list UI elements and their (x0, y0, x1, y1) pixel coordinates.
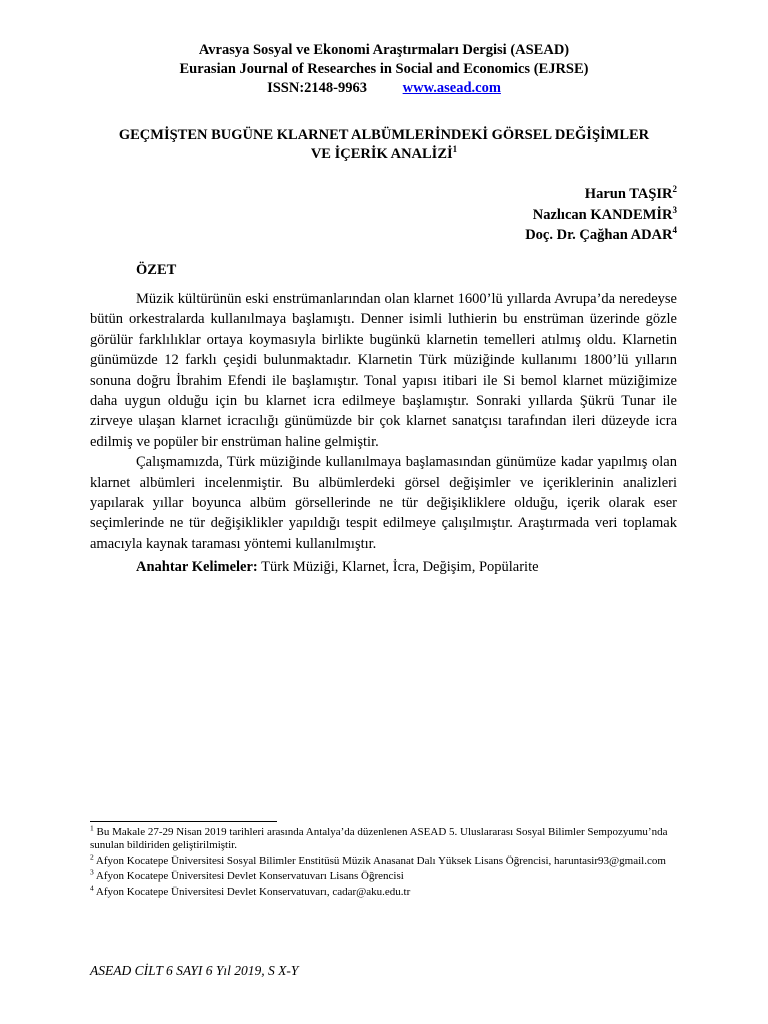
keywords-value: Türk Müziği, Klarnet, İcra, Değişim, Popülarite (257, 559, 539, 575)
keywords-label: Anahtar Kelimeler: (136, 559, 258, 575)
title-footnote-mark[interactable]: 1 (452, 144, 458, 155)
footnote: $^4$ Afyon Kocatepe Üniversitesi Devlet Konservatuvarı, cadar@aku.edu.tr (90, 882, 411, 898)
footnote: $^2$ Afyon Kocatepe Üniversitesi Sosyal Bilimler Enstitüsü Müzik Anasanat Dalı Yüksek Lisans Öğrencisi, haruntasir93@gmail.com (90, 852, 666, 867)
keywords (136, 559, 539, 576)
title-line-2: VE İÇERİK ANALİZİ$^1$ (310, 144, 458, 162)
abstract-paragraph: Çalışmamızda, Türk müziğinde kullanılmaya başlamasından günümüze kadar yapılmış olan klarnet albümleri incelenmiştir. Bu albümlerdeki görsel değişimler ve içeriklerinin analizleri yapılarak yıllar boyunca albüm görsellerinde ne tür değişikliklere olduğu, içerik olarak eser seçimlerinde ne tür değişiklikler yapıldığı tespit edilmeye çalışılmıştır. Araştırmada veri toplamak amacıyla kaynak taraması yöntemi kullanılmıştır. (90, 454, 677, 552)
author-footnote-mark[interactable]: 2 (672, 184, 677, 195)
page-footer-citation: ASEAD CİLT 6 SAYI 6 Yıl 2019, S X-Y (90, 963, 299, 978)
author-footnote-mark[interactable]: 3 (672, 204, 677, 215)
author-list (525, 184, 677, 246)
issn-line (0, 79, 768, 98)
title-line-1: GEÇMİŞTEN BUGÜNE KLARNET ALBÜMLERİNDEKİ GÖRSEL DEĞİŞİMLER (118, 127, 650, 143)
footnote: $^3$ Afyon Kocatepe Üniversitesi Devlet Konservatuvarı Lisans Öğrencisi (90, 867, 404, 883)
author: Harun TAŞIR$^2$ (584, 184, 677, 202)
article-title (60, 126, 708, 164)
abstract-body (90, 289, 677, 554)
journal-url-link[interactable]: www.asead.com (402, 80, 501, 96)
author: Doç. Dr. Çağhan ADAR$^4$ (525, 225, 677, 243)
footnotes (90, 823, 690, 901)
abstract-paragraph: Müzik kültürünün eski enstrümanlarından olan klarnet 1600’lü yıllarda Avrupa’da neredeyse bütün orkestralarda kullanılmaya başlamıştı. Denner isimli luthierin bu enstrüman üzerinde gözle görülür farklılıklar ortaya koymasıyla birlikte bugünkü klarnetin temelleri atılmış oldu. Klarnetin günümüzde 12 farklı çeşidi bulunmaktadır. Klarnetin Türk müziğinde kullanımı 1800’lü yılların sonuna doğru İbrahim Efendi ile başlamıştır. Tonal yapısı itibari ile Si bemol klarnet müziğimize daha uygun olduğu için bu klarnet icra edilmeye başlamıştır. Sonraki yıllarda Şükrü Tunar ile zirveye ulaşan klarnet icracılığı günümüzde bir çok klarnet sanatçısı tarafından ileri düzeyde icra edilmiş ve popüler bir enstrüman haline gelmiştir. (90, 291, 677, 450)
author-footnote-mark[interactable]: 4 (672, 225, 677, 236)
journal-name-en: Eurasian Journal of Researches in Social and Economics (EJRSE) (179, 61, 589, 77)
journal-name-tr: Avrasya Sosyal ve Ekonomi Araştırmaları Dergisi (ASEAD) (198, 42, 570, 58)
abstract-heading: ÖZET (136, 262, 177, 278)
journal-header (0, 41, 768, 98)
author: Nazlıcan KANDEMİR$^3$ (532, 204, 677, 223)
footnote: $^1$ Bu Makale 27-29 Nisan 2019 tarihleri arasında Antalya’da düzenlenen ASEAD 5. Uluslararası Sosyal Bilimler Sempozyumu’nda sunulan bildiriden geliştirilmiştir. (90, 823, 668, 852)
issn: ISSN:2148-9963 (267, 80, 367, 96)
footnote-divider (90, 821, 277, 822)
